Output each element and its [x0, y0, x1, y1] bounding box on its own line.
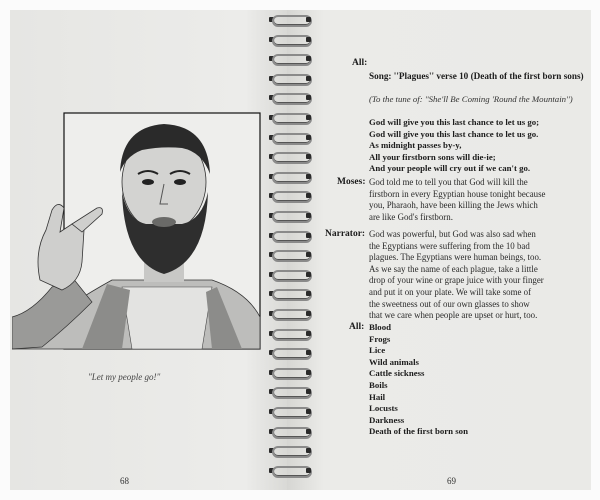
binding-coil: [268, 328, 312, 340]
plague-item: Darkness: [369, 414, 405, 425]
binding-coil: [268, 151, 312, 163]
binding-coil: [268, 308, 312, 320]
binding-coil: [268, 53, 312, 65]
lyric-line: And your people will cry out if we can't go.: [369, 163, 531, 174]
dialogue-line: As we say the name of each plague, take a little: [369, 263, 538, 274]
plagues-list: [369, 322, 468, 438]
binding-coil: [268, 386, 312, 398]
page-number-right: 69: [447, 476, 456, 486]
binding-coil: [268, 171, 312, 183]
moses-dialogue: [369, 177, 545, 223]
binding-coil: [268, 34, 312, 46]
song-tune: (To the tune of: ''She'll Be Coming 'Round the Mountain''): [369, 94, 573, 104]
dialogue-line: and put it on your plate. We will take some of: [369, 286, 532, 297]
plague-item: Cattle sickness: [369, 368, 425, 379]
plague-item: Frogs: [369, 333, 391, 344]
dialogue-line: that we care when people are upset or hurt, too.: [369, 310, 538, 321]
plague-item: Hail: [369, 391, 386, 402]
plague-item: Boils: [369, 379, 388, 390]
binding-coil: [268, 14, 312, 26]
dialogue-line: the sweetness out of our own glasses to show: [369, 298, 530, 309]
dialogue-line: the Egyptians were suffering from the 10 bad: [369, 240, 530, 251]
page-number-left: 68: [120, 476, 129, 486]
binding-coil: [268, 445, 312, 457]
all-speaker-label: All:: [352, 58, 368, 68]
all-list-label: All:: [349, 322, 365, 332]
lyric-line: All your firstborn sons will die-ie;: [369, 151, 496, 162]
binding-coil: [268, 465, 312, 477]
tunic: [122, 287, 212, 349]
plague-item: Blood: [369, 322, 392, 332]
dialogue-line: God was powerful, but God was also sad when: [369, 229, 536, 239]
left-eye: [142, 179, 154, 185]
dialogue-line: you, Pharaoh, have been killing the Jews which: [369, 200, 538, 211]
song-title: Song: ''Plagues'' verse 10 (Death of the first born sons): [369, 71, 584, 81]
binding-coil: [268, 269, 312, 281]
right-eye: [174, 179, 186, 185]
pointing-man-illustration: [12, 112, 264, 362]
spiral-binding: [268, 14, 312, 488]
narrator-speaker-label: Narrator:: [325, 229, 366, 239]
plague-item: Lice: [369, 345, 386, 356]
binding-coil: [268, 132, 312, 144]
binding-coil: [268, 347, 312, 359]
binding-coil: [268, 426, 312, 438]
plague-item: Death of the first born son: [369, 426, 468, 437]
song-lyrics: [369, 117, 539, 175]
binding-coil: [268, 73, 312, 85]
dialogue-line: plagues. The Egyptians were human beings, too.: [369, 252, 542, 263]
mouth: [152, 217, 176, 227]
binding-coil: [268, 288, 312, 300]
binding-coil: [268, 190, 312, 202]
binding-coil: [268, 249, 312, 261]
dialogue-line: drop of your wine or grape juice with your finger: [369, 275, 544, 286]
lyric-line: As midnight passes by-y,: [369, 140, 462, 151]
lyric-line: God will give you this last chance to let us go.: [369, 128, 539, 139]
dialogue-line: God told me to tell you that God will kill the: [369, 177, 528, 187]
binding-coil: [268, 92, 312, 104]
plague-item: Wild animals: [369, 356, 419, 367]
narrator-dialogue: [369, 229, 544, 322]
dialogue-line: are like God's firstborn.: [369, 211, 453, 222]
moses-speaker-label: Moses:: [337, 177, 366, 187]
dialogue-line: firstborn in every Egyptian house tonight because: [369, 188, 546, 199]
binding-coil: [268, 406, 312, 418]
binding-coil: [268, 230, 312, 242]
lyric-line: God will give you this last chance to let us go;: [369, 117, 540, 127]
illustration-caption: "Let my people go!": [88, 372, 161, 382]
binding-coil: [268, 112, 312, 124]
binding-coil: [268, 367, 312, 379]
binding-coil: [268, 210, 312, 222]
plague-item: Locusts: [369, 403, 398, 414]
